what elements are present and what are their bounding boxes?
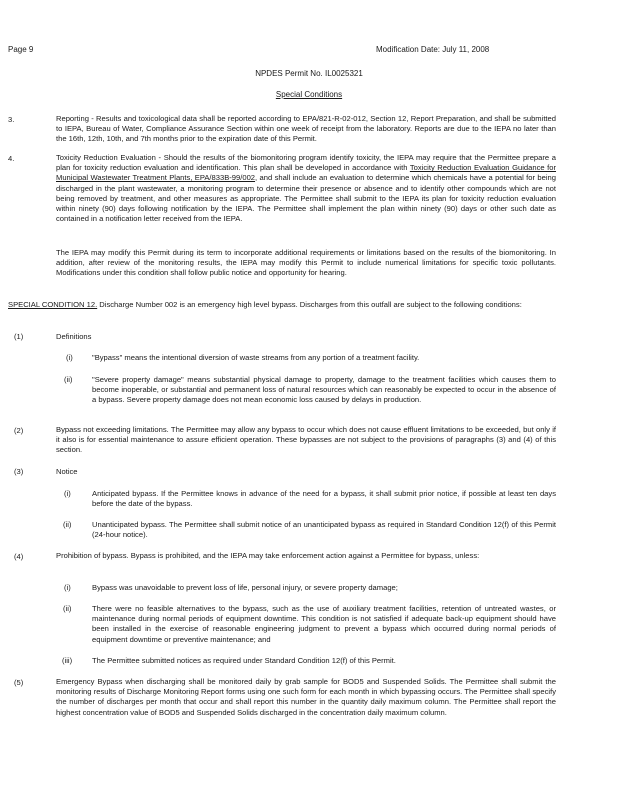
section-4-prohibition: Prohibition of bypass. Bypass is prohibited, and the IEPA may take enforcement action against a Permittee for bypass, unless: (56, 551, 480, 560)
page-number: Page 9 (8, 45, 34, 54)
paragraph-3-number: 3. (8, 115, 15, 124)
definition-i-label: (i) (66, 353, 73, 362)
definition-severe-property-damage: "Severe property damage" means substantial physical damage to property, damage to the treatment facilities which causes them to become inoperable, or substantial and permanent loss of natural resources which can reasonably be expected to occur in the absence of a bypass. Severe property damage does not mean economic loss caused by delays in production. (92, 375, 556, 405)
section-2-number: (2) (14, 426, 24, 435)
toxicity-text-b: , and shall include an evaluation to determine which chemicals have a potential for being discharged in the plant wastewater, a monitoring program to determine their presence or absence and to identify other compounds which are not being removed by treatment, and other measures as appropriate. The Permittee shall submit to the IEPA its plan for toxicity reduction evaluation within ninety (90) days following notification by the IEPA. The Permittee shall implement the plan within ninety (90) days or other such date as contained in a notification letter received from the IEPA. (56, 173, 556, 224)
definition-bypass: "Bypass" means the intentional diversion of waste streams from any portion of a treatment facility. (92, 353, 420, 362)
paragraph-4-number: 4. (8, 154, 15, 163)
section-3-number: (3) (14, 467, 24, 476)
paragraph-4-reopener: The IEPA may modify this Permit during its term to incorporate additional requirements or limitations based on the results of the biomonitoring. In addition, after review of the monitoring results, the IEPA may modify this Permit to include numerical limitations for specific toxic pollutants. Modifications under this condition shall follow public notice and opportunity for hearing. (56, 248, 556, 278)
special-condition-12-text: Discharge Number 002 is an emergency high level bypass. Discharges from this outfall are subject to the following conditions: (97, 300, 522, 309)
special-condition-12 (8, 300, 556, 310)
section-title: Special Conditions (275, 90, 343, 99)
modification-date: Modification Date: July 11, 2008 (376, 45, 490, 54)
notice-ii-label: (ii) (63, 520, 72, 529)
prohibition-unavoidable: Bypass was unavoidable to prevent loss of life, personal injury, or severe property damage; (92, 583, 398, 592)
section-2-bypass-not-exceeding: Bypass not exceeding limitations. The Permittee may allow any bypass to occur which does not cause effluent limitations to be exceeded, but only if it also is for essential maintenance to assure efficient operation. These bypasses are not subject to the provisions of paragraphs (3) and (4) of this section. (56, 425, 556, 455)
prohibition-iii-label: (iii) (62, 656, 73, 665)
section-3-title: Notice (56, 467, 78, 476)
prohibition-no-alternatives: There were no feasible alternatives to the bypass, such as the use of auxiliary treatment facilities, retention of untreated wastes, or maintenance during normal periods of equipment downtime. This condition is not satisfied if adequate back-up equipment should have been installed in the exercise of reasonable engineering judgment to prevent a bypass which occurred during normal periods of equipment downtime or preventive maintenance; and (92, 604, 556, 644)
special-condition-12-label: SPECIAL CONDITION 12. (8, 300, 98, 309)
notice-unanticipated-bypass: Unanticipated bypass. The Permittee shall submit notice of an unanticipated bypass as required in Standard Condition 12(f) of this Permit (24-hour notice). (92, 520, 556, 540)
notice-anticipated-bypass: Anticipated bypass. If the Permittee knows in advance of the need for a bypass, it shall submit prior notice, if possible at least ten days before the date of the bypass. (92, 489, 556, 509)
prohibition-notices-submitted: The Permittee submitted notices as required under Standard Condition 12(f) of this Permit. (92, 656, 396, 665)
tre-guidance-title: Toxicity Reduction Evaluation Guidance for Municipal Wastewater Treatment Plants, EPA/833B-99/002 (56, 163, 557, 183)
prohibition-i-label: (i) (64, 583, 71, 592)
toxicity-text-a: Toxicity Reduction Evaluation - Should the results of the biomonitoring program identify toxicity, the IEPA may require that the Permittee prepare a plan for toxicity reduction evaluation and identification. This plan shall be developed in accordance with (56, 153, 556, 173)
paragraph-3-reporting: Reporting - Results and toxicological data shall be reported according to EPA/821-R-02-012, Section 12, Report Preparation, and shall be submitted to IEPA, Bureau of Water, Compliance Assurance Section within one week of receipt from the laboratory. Reports are due to the IEPA no later than the 16th, 12th, 10th, and 7th months prior to the expiration date of this Permit. (56, 114, 556, 144)
paragraph-4-toxicity-reduction (56, 153, 556, 224)
section-5-number: (5) (14, 678, 24, 687)
notice-i-label: (i) (64, 489, 71, 498)
permit-number: NPDES Permit No. IL0025321 (255, 69, 363, 78)
section-5-emergency-bypass-monitoring: Emergency Bypass when discharging shall be monitored daily by grab sample for BOD5 and Suspended Solids. The Permittee shall submit the monitoring results of Discharge Monitoring Report forms using one such form for each month in which bypassing occurs. The Permittee shall specify the number of discharges per month that occur and shall report this number in the quantity daily maximum column. The Permittee shall report the highest concentration value of BOD5 and Suspended Solids discharged in the concentration daily maximum column. (56, 677, 556, 717)
prohibition-ii-label: (ii) (63, 604, 72, 613)
definition-ii-label: (ii) (64, 375, 73, 384)
section-4-number: (4) (14, 552, 24, 561)
section-1-number: (1) (14, 332, 24, 341)
section-1-title: Definitions (56, 332, 92, 341)
